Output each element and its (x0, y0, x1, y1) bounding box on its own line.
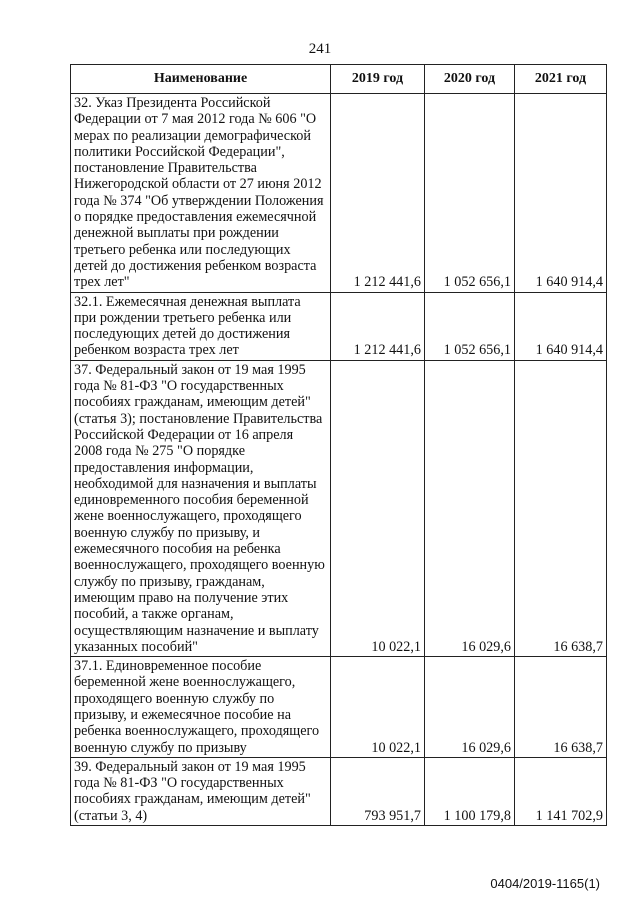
row-name: 32.1. Ежемесячная денежная выплата при рождении третьего ребенка или последующих детей до достижения ребенком возраста трех лет (71, 292, 331, 360)
value-2021: 1 141 702,9 (515, 757, 607, 825)
value-2020: 16 029,6 (425, 360, 515, 656)
value-2019: 1 212 441,6 (331, 292, 425, 360)
value-2020: 1 100 179,8 (425, 757, 515, 825)
table-row (71, 657, 607, 758)
value-2019: 10 022,1 (331, 657, 425, 758)
page-number: 241 (308, 41, 332, 57)
table-row (71, 94, 607, 293)
header-2019: 2019 год (331, 65, 425, 94)
table-row (71, 292, 607, 360)
value-2020: 16 029,6 (425, 657, 515, 758)
document-code: 0404/2019-1165(1) (490, 876, 600, 891)
value-2019: 793 951,7 (331, 757, 425, 825)
table-row (71, 757, 607, 825)
value-2021: 1 640 914,4 (515, 292, 607, 360)
value-2021: 1 640 914,4 (515, 94, 607, 293)
value-2021: 16 638,7 (515, 360, 607, 656)
header-2021: 2021 год (515, 65, 607, 94)
header-name: Наименование (71, 65, 331, 94)
value-2019: 1 212 441,6 (331, 94, 425, 293)
table-header-row (71, 65, 607, 94)
budget-table (70, 64, 607, 826)
table-row (71, 360, 607, 656)
row-name: 37. Федеральный закон от 19 мая 1995 года № 81-ФЗ "О государственных пособиях гражданам, имеющим детей" (статья 3); постановление Правительства Российской Федерации от 16 апреля 2008 года № 275 "О порядке предоставления информации, необходимой для назначения и выплаты единовременного пособия беременной жене военнослужащего, проходящего военную службу по призыву, и ежемесячного пособия на ребенка военнослужащего, проходящего военную службу по призыву, гражданам, имеющим право на получение этих пособий, а также органам, осуществляющим назначение и выплату указанных пособий" (71, 360, 331, 656)
value-2020: 1 052 656,1 (425, 94, 515, 293)
row-name: 39. Федеральный закон от 19 мая 1995 года № 81-ФЗ "О государственных пособиях гражданам, имеющим детей" (статьи 3, 4) (71, 757, 331, 825)
value-2021: 16 638,7 (515, 657, 607, 758)
row-name: 32. Указ Президента Российской Федерации от 7 мая 2012 года № 606 "О мерах по реализации демографической политики Российской Федерации", постановление Правительства Нижегородской области от 27 июня 2012 года № 374 "Об утверждении Положения о порядке предоставления ежемесячной денежной выплаты при рождении третьего ребенка или последующих детей до достижения ребенком возраста трех лет" (71, 94, 331, 293)
value-2019: 10 022,1 (331, 360, 425, 656)
value-2020: 1 052 656,1 (425, 292, 515, 360)
row-name: 37.1. Единовременное пособие беременной жене военнослужащего, проходящего военную службу по призыву, и ежемесячное пособие на ребенка военнослужащего, проходящего военную службу по призыву (71, 657, 331, 758)
header-2020: 2020 год (425, 65, 515, 94)
